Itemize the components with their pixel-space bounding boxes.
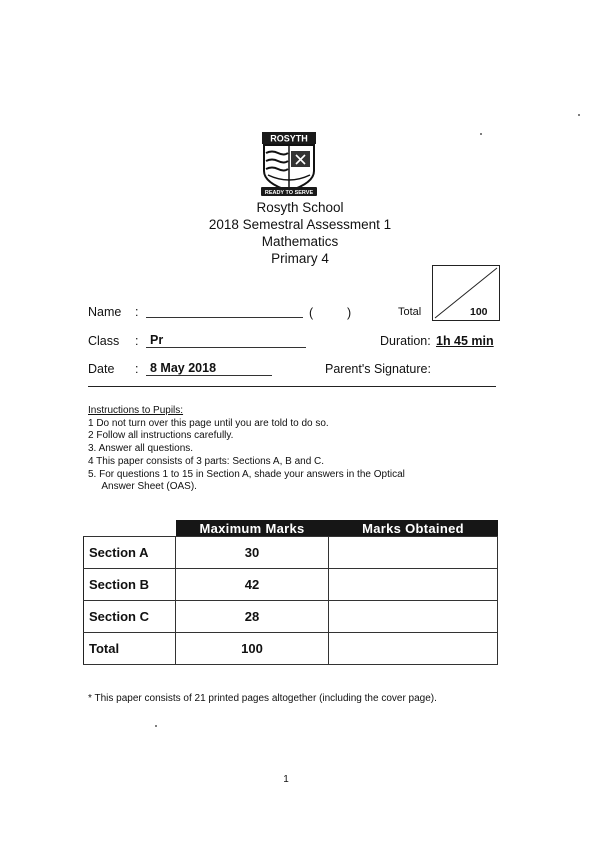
school-crest-logo (258, 131, 320, 199)
class-value: Pr (150, 333, 164, 347)
section-label: Section C (84, 601, 176, 633)
marks-obtained-cell[interactable] (329, 569, 498, 601)
total-label: Total (398, 306, 422, 318)
table-row (84, 537, 498, 569)
crest-motto-text: READY TO SERVE (264, 190, 314, 196)
instruction-item: Answer Sheet (OAS). (88, 481, 197, 493)
duration-label: Duration: (380, 334, 431, 348)
instruction-item: 1 Do not turn over this page until you are told to do so. (88, 417, 329, 429)
instruction-item: 2 Follow all instructions carefully. (88, 430, 234, 442)
date-value: 8 May 2018 (150, 361, 217, 375)
class-colon: : (135, 334, 139, 348)
name-colon: : (135, 305, 139, 319)
marks-obtained-cell[interactable] (329, 633, 498, 665)
section-label: Section A (84, 537, 176, 569)
class-field[interactable] (146, 347, 306, 348)
date-field[interactable] (146, 375, 272, 376)
date-colon: : (135, 362, 139, 376)
index-paren-close: ) (347, 306, 352, 320)
name-field[interactable] (146, 317, 303, 318)
section-label: Total (84, 633, 176, 665)
instruction-item: 4 This paper consists of 3 parts: Sections A, B and C. (88, 455, 325, 467)
total-max: 100 (470, 306, 488, 318)
max-marks: 28 (176, 601, 329, 633)
max-marks: 100 (176, 633, 329, 665)
level-title: Primary 4 (271, 251, 329, 266)
assessment-title: 2018 Semestral Assessment 1 (208, 217, 392, 232)
header-maximum-marks: Maximum Marks (176, 520, 329, 537)
marks-table-header (84, 520, 498, 537)
instructions-heading: Instructions to Pupils: (88, 405, 184, 416)
parent-signature-label: Parent's Signature: (325, 362, 431, 376)
name-label: Name (88, 305, 122, 319)
date-label: Date (88, 362, 115, 376)
instruction-item: 3. Answer all questions. (88, 443, 194, 455)
crest-top-text: ROSYTH (270, 133, 308, 144)
scan-speck (578, 114, 580, 116)
page-number: 1 (283, 774, 289, 785)
section-divider (88, 386, 496, 387)
marks-obtained-cell[interactable] (329, 601, 498, 633)
section-label: Section B (84, 569, 176, 601)
instructions (88, 405, 405, 494)
scan-speck (155, 725, 157, 727)
school-name: Rosyth School (256, 200, 344, 215)
header-marks-obtained: Marks Obtained (329, 520, 498, 537)
index-paren-open: ( (309, 306, 314, 320)
table-row (84, 633, 498, 665)
header-blank (84, 520, 176, 537)
scan-speck (480, 133, 482, 135)
duration-value: 1h 45 min (436, 334, 494, 348)
marks-obtained-cell[interactable] (329, 537, 498, 569)
max-marks: 42 (176, 569, 329, 601)
total-box-diagonal (433, 266, 499, 320)
table-row (84, 601, 498, 633)
table-row (84, 569, 498, 601)
page-count-note: * This paper consists of 21 printed pages altogether (including the cover page). (88, 693, 437, 704)
instruction-item: 5. For questions 1 to 15 in Section A, shade your answers in the Optical (88, 468, 405, 480)
class-label: Class (88, 334, 120, 348)
title-block (0, 199, 600, 267)
total-score-box (432, 265, 500, 321)
marks-table (83, 520, 498, 665)
subject-title: Mathematics (261, 234, 339, 249)
max-marks: 30 (176, 537, 329, 569)
